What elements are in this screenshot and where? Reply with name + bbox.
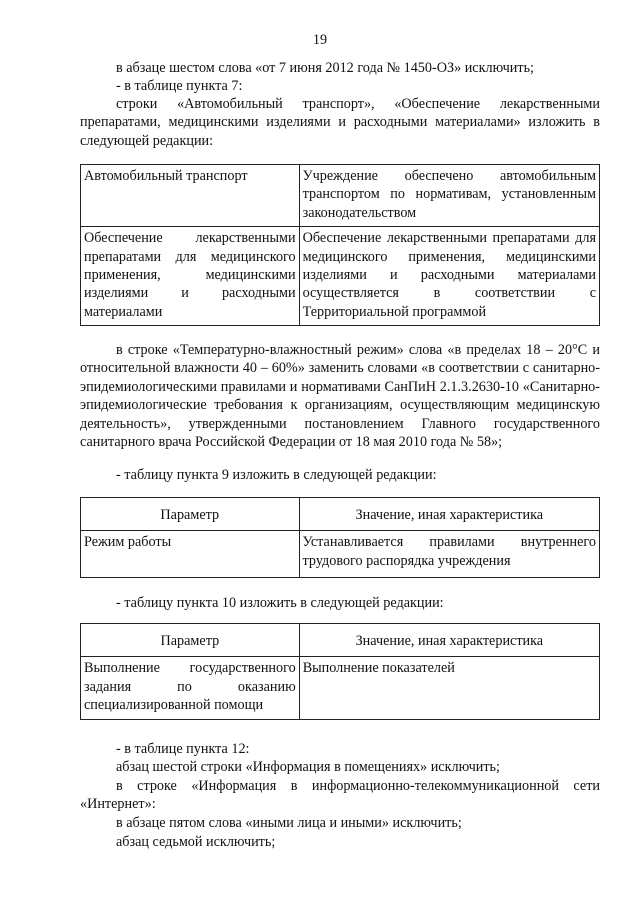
table-cell: Учреждение обеспечено автомобильным транспортом по нормативам, установленным законодательством	[299, 165, 599, 227]
paragraph-2: - в таблице пункта 7:	[116, 78, 243, 94]
paragraph-9: в строке «Информация в информационно-телекоммуникационной сети «Интернет»:	[80, 778, 600, 813]
paragraph-1: в абзаце шестом слова «от 7 июня 2012 года № 1450-ОЗ» исключить;	[116, 60, 534, 76]
table-header-row	[81, 498, 600, 531]
table-point-10	[80, 623, 600, 720]
table-cell: Режим работы	[81, 531, 300, 578]
table-header-cell: Значение, иная характеристика	[299, 498, 599, 531]
table-cell: Устанавливается правилами внутреннего трудового распорядка учреждения	[299, 531, 599, 578]
page-number: 19	[312, 32, 328, 48]
table-cell: Выполнение показателей	[299, 657, 599, 720]
table-header-cell: Значение, иная характеристика	[299, 624, 599, 657]
paragraph-5: - таблицу пункта 9 изложить в следующей редакции:	[116, 467, 437, 483]
paragraph-11: абзац седьмой исключить;	[116, 834, 276, 850]
table-row	[81, 531, 600, 578]
paragraph-10: в абзаце пятом слова «иными лица и иными» исключить;	[116, 815, 462, 831]
paragraph-7: - в таблице пункта 12:	[116, 741, 250, 757]
paragraph-6: - таблицу пункта 10 изложить в следующей редакции:	[116, 595, 444, 611]
paragraph-3: строки «Автомобильный транспорт», «Обеспечение лекарственными препаратами, медицинскими изделиями и расходными материалами» изложить в следующей редакции:	[80, 96, 600, 149]
paragraph-4: в строке «Температурно-влажностный режим» слова «в пределах 18 – 20°С и относительной влажности 40 – 60%» заменить словами «в соответствии с санитарно-эпидемиологическими правилами и нормативами СанПиН 2.1.3.2630-10 «Санитарно-эпидемиологические требования к организациям, осуществляющим медицинскую деятельность», утвержденными постановлением Главного государственного санитарного врача Российской Федерации от 18 мая 2010 года № 58»;	[80, 342, 600, 451]
table-row	[81, 227, 600, 326]
paragraph-8: абзац шестой строки «Информация в помещениях» исключить;	[116, 759, 500, 775]
table-cell: Автомобильный транспорт	[81, 165, 300, 227]
table-row	[81, 165, 600, 227]
table-header-row	[81, 624, 600, 657]
table-cell: Обеспечение лекарственными препаратами для медицинского применения, медицинскими изделиями и расходными материалами	[81, 227, 300, 326]
table-point-7	[80, 164, 600, 326]
table-header-cell: Параметр	[81, 624, 300, 657]
table-cell: Обеспечение лекарственными препаратами для медицинского применения, медицинскими изделиями и расходными материалами осуществляется в соответствии с Территориальной программой	[299, 227, 599, 326]
table-point-9	[80, 497, 600, 578]
table-cell: Выполнение государственного задания по оказанию специализированной помощи	[81, 657, 300, 720]
table-row	[81, 657, 600, 720]
table-header-cell: Параметр	[81, 498, 300, 531]
